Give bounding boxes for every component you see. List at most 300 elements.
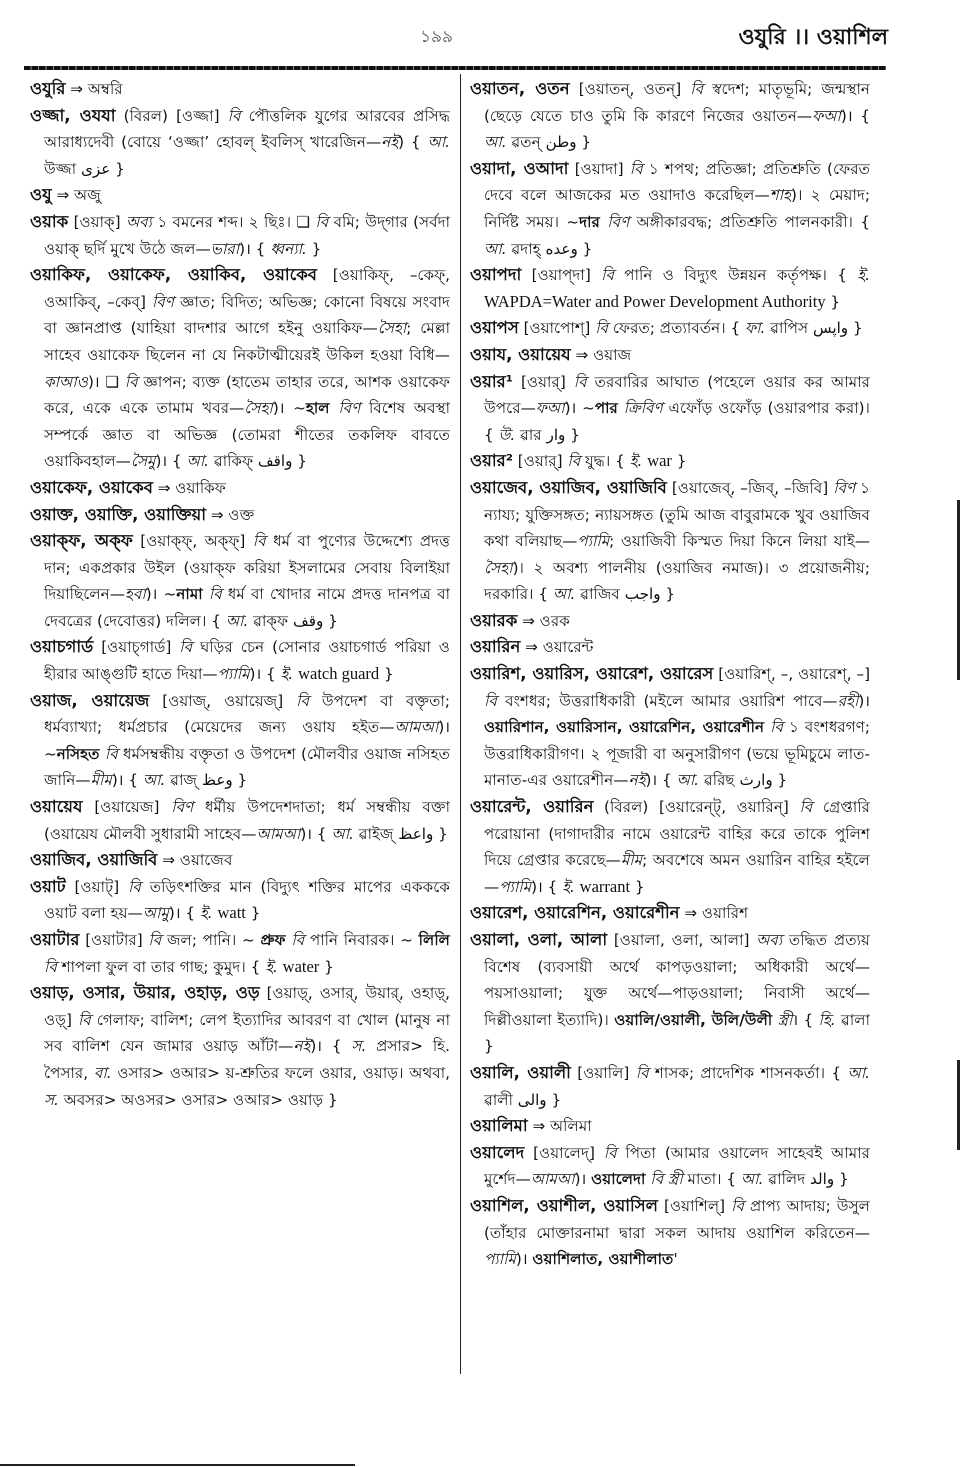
- entry-text: )। {: [531, 877, 563, 896]
- dictionary-entry: [470, 369, 870, 449]
- citation-source: আমআ: [256, 824, 301, 843]
- part-of-speech: বিণ: [607, 212, 630, 231]
- entry-text: [ওয়াড়্, ওসার্, উয়ার্, ওহাড়্, ওড়্]: [44, 984, 451, 1029]
- part-of-speech: বি: [104, 744, 118, 763]
- entry-text: ৱার: [515, 425, 547, 444]
- arabic-etymon: واجب: [624, 585, 661, 604]
- cross-ref-target: ওয়ারিশ: [701, 904, 749, 923]
- citation-source: প্যামি: [217, 665, 250, 684]
- etymology-language: আ.: [186, 452, 209, 471]
- headword: ওয়াক্ত, ওয়াক্তি, ওয়াক্তিয়া: [30, 504, 207, 524]
- headword: ওযু: [30, 185, 52, 205]
- headword: ওয়ারিশ, ওয়ারিস, ওয়ারেশ, ওয়ারেস: [470, 664, 714, 684]
- cross-ref-target: ওয়াজ: [593, 345, 632, 364]
- headword: ওয়ায়েয: [30, 797, 83, 817]
- dictionary-entry: [470, 156, 870, 262]
- part-of-speech: বি: [208, 585, 222, 604]
- part-of-speech: বি: [128, 877, 141, 896]
- headword: ওয়াচগার্ড: [30, 637, 94, 657]
- part-of-speech: বি: [635, 1063, 649, 1082]
- english-etymon: war: [647, 451, 672, 471]
- headword: ওজ্জা, ওযযা: [30, 105, 116, 125]
- entry-text: }: [660, 585, 676, 604]
- entry-text: )। {: [249, 665, 281, 684]
- entry-text: ) {: [398, 133, 428, 152]
- cross-ref-arrow: ⇒: [157, 478, 171, 497]
- entry-text: )। ২ মেয়াদ; নির্দিষ্ট সময়। ~: [484, 186, 870, 231]
- citation-source: প্যামি: [577, 532, 610, 551]
- entry-text: }: [577, 239, 593, 258]
- part-of-speech: বি: [690, 80, 704, 98]
- entry-text: ৱালিদ: [763, 1170, 811, 1189]
- dictionary-entry: [30, 927, 450, 980]
- sub-headword: হাল: [305, 399, 330, 418]
- dictionary-entry: [30, 634, 450, 687]
- english-etymon: warrant: [579, 876, 631, 896]
- dictionary-entry: [470, 1060, 870, 1113]
- headword: ওয়াজ, ওয়ায়েজ: [30, 690, 150, 710]
- entry-text: বংশধর; উত্তরাধিকারী (মইলে আমার ওয়ারিশ পাবে—: [496, 691, 838, 710]
- entry-text: }: [319, 957, 334, 976]
- part-of-speech: বি: [601, 266, 614, 285]
- dictionary-entry: [30, 502, 450, 529]
- english-etymon: WAPDA=Water and Power Development Authority: [484, 291, 826, 311]
- cross-ref-arrow: ⇒: [56, 186, 70, 205]
- entry-text: }: [630, 877, 645, 896]
- cross-ref-arrow: ⇒: [70, 80, 84, 98]
- entry-text: ৱাইজ্: [353, 824, 399, 843]
- arabic-etymon: عزى: [81, 159, 111, 178]
- sub-headword: নসিহত: [56, 744, 100, 763]
- part-of-speech: বি: [77, 1010, 91, 1029]
- arabic-etymon: واپس: [812, 319, 849, 338]
- dictionary-entry: [470, 634, 870, 661]
- part-of-speech: বিণ: [338, 399, 361, 418]
- cross-ref-target: ওরক: [539, 611, 570, 630]
- entry-text: মাতা। {: [682, 1170, 741, 1189]
- headword: ওয়াজেব, ওয়াজিব, ওয়াজিবি: [470, 477, 667, 497]
- entry-text: )। ❏: [87, 372, 125, 391]
- part-of-speech: বি: [731, 1196, 744, 1215]
- entry-text: ৱাজ্: [165, 771, 202, 790]
- etymology-language: বা.: [93, 1063, 112, 1082]
- part-of-speech: বি: [44, 957, 57, 976]
- entry-text: উপদেশ বা বক্তৃতা; ধর্মব্যাখ্যা; ধর্মপ্রচার (মেয়েদের জন্য ওয়ায হইত—: [44, 691, 450, 737]
- entry-text: শাপলা ফুল বা তার গাছ; কুমুদ। {: [56, 957, 266, 976]
- citation-source: আমআ: [530, 1170, 575, 1189]
- citation-source: সৈহা: [484, 558, 513, 577]
- headword: ওযুরি: [30, 79, 66, 98]
- entry-text: ১ বমনের শব্দ। ২ ছিঃ। ❏: [151, 212, 316, 231]
- sub-headword: নামা: [176, 585, 203, 604]
- dictionary-entry: [470, 76, 870, 156]
- entry-text: )। ~: [145, 585, 177, 604]
- entry-text: }: [671, 452, 687, 471]
- headword: ওয়াকিফ, ওয়াকেফ, ওয়াকিব, ওয়াকেব: [30, 265, 317, 285]
- entry-text: গেলাফ; বালিশ; লেপ ইত্যাদির আবরণ বা খোল (মানুষ না সব বালিশ যেন জামার ওয়াড় আঁটা—: [44, 1010, 450, 1056]
- entry-text: ফেরত; প্রত্যাবর্তন। {: [608, 319, 745, 338]
- arabic-etymon: واعظ: [398, 824, 434, 843]
- entry-text: অঙ্গীকারবদ্ধ; প্রতিশ্রুতি পালনকারী। {: [629, 212, 871, 231]
- english-etymon: watch guard: [298, 664, 380, 684]
- entry-text: ৱাক্ফ: [248, 611, 293, 630]
- entry-text: বিশেষ অবস্থা সম্পর্কে জ্ঞাত বা অভিজ্ঞ (তোমরা শীতের তকলিফ বাবতে ওয়াকিবহাল—: [44, 399, 450, 471]
- part-of-speech: বি: [296, 691, 309, 710]
- entry-text: [ওয়াপ্‌দা]: [521, 266, 602, 285]
- part-of-speech: অব্য: [125, 212, 152, 231]
- entry-text: জ্ঞাপন; ব্যক্ত (হাতেম তাহার তরে, আশক ওয়াকেফ করে, একে একে তামাম খবর—: [44, 372, 451, 418]
- entry-text: )। ২ অবশ্য পালনীয় (ওয়াজিব নমাজ)। ৩ প্রয়োজনীয়; দরকারি। {: [484, 558, 870, 604]
- entry-text: ঘড়ির চেন (সোনার ওয়াচগার্ড পরিয়া ও হীরার আঙ্গুটি হাতে দিয়া—: [44, 638, 450, 684]
- entry-text: ৱালী: [484, 1090, 518, 1109]
- headword: ওয়াজিব, ওয়াজিবি: [30, 850, 158, 870]
- dictionary-entry: [470, 1113, 870, 1140]
- arabic-etymon: وارث: [739, 771, 773, 790]
- page-number: ১৯৯: [420, 27, 454, 47]
- cross-ref-arrow: ⇒: [532, 1117, 546, 1136]
- dictionary-entry: [470, 794, 870, 900]
- entry-text: ৱতন্: [506, 133, 546, 152]
- part-of-speech: অব্য: [756, 931, 783, 949]
- entry-text: )। ~: [564, 399, 595, 418]
- part-of-speech: স্ত্রী: [777, 1010, 793, 1029]
- entry-text: }: [848, 319, 863, 338]
- entry-text: }: [245, 904, 261, 923]
- entry-text: [ওয়ায়েজ]: [82, 798, 172, 817]
- entry-text: [ওয়াদা]: [568, 159, 630, 178]
- entry-text: [ওয়াপোশ্]: [518, 319, 596, 338]
- entry-text: )।: [858, 691, 870, 710]
- etymology-language: আ.: [484, 133, 507, 152]
- english-etymon: watt: [217, 903, 246, 923]
- entry-text: }: [546, 1090, 562, 1109]
- headword: ওয়াশিল, ওয়াশীল, ওয়াসিল: [470, 1195, 658, 1215]
- sub-headword: পার: [594, 399, 618, 418]
- entry-text: পানি নিবারক। ~: [304, 931, 419, 949]
- entry-text: )। ~: [272, 399, 306, 418]
- entry-text: )। {: [840, 106, 870, 125]
- entry-text: [ওয়ারিশ্, –, ওয়ারেশ্, –]: [713, 665, 871, 684]
- entry-text: [ওয়ালা, ওলা, আলা]: [607, 931, 757, 949]
- cross-ref-arrow: ⇒: [522, 611, 535, 630]
- entry-text: জ্ঞাত; বিদিত; অভিজ্ঞ; কোনো বিষয়ে সংবাদ বা জ্ঞানপ্রাপ্ত (যাহিয়া বাদশার আগে হইনু ওয়াকিফ—: [44, 292, 450, 338]
- citation-source: সৈহা: [244, 399, 273, 418]
- citation-source: নই: [381, 133, 399, 152]
- entry-text: [ওয়াক্ফ্, অক্ফ্]: [132, 532, 253, 551]
- dictionary-entry: [30, 209, 450, 262]
- part-of-speech: বি: [291, 931, 305, 949]
- part-of-speech: বি: [252, 532, 266, 551]
- dictionary-entry: [30, 874, 450, 927]
- english-etymon: water: [282, 956, 320, 976]
- headword: ওয়ালি, ওয়ালী: [470, 1062, 571, 1082]
- part-of-speech: বি: [227, 106, 241, 125]
- sub-headword: ওয়ালি/ওয়ালী, উলি/উলী: [614, 1010, 773, 1029]
- entry-text: [ওয়াট্]: [65, 877, 129, 896]
- entry-text: ১ ন্যায্য; যুক্তিসঙ্গত; ন্যায়সঙ্গত (তুমি আজ বাবুরামকে খুব ওয়াজিব কথা বলিয়াছ—: [484, 478, 871, 551]
- running-head: ওযুরি ।। ওয়াশিল: [738, 25, 888, 50]
- entry-text: ধর্মীয় উপদেশদাতা; ধর্ম সম্বন্ধীয় বক্তা (ওয়ায়েয মৌলবী সুধারামী সাহেব—: [44, 798, 450, 843]
- entry-text: যুদ্ধ। {: [580, 452, 630, 471]
- citation-source: আমু: [142, 904, 169, 923]
- dictionary-entry: [30, 182, 450, 209]
- sub-headword: দার: [579, 212, 600, 231]
- entry-text: [ওয়াজ্, ওয়ায়েজ্]: [149, 691, 297, 710]
- dictionary-entry: [30, 794, 450, 847]
- entry-text: }: [379, 665, 394, 684]
- headword: ওয়াপদা: [470, 265, 522, 285]
- citation-source: প্যামি: [484, 1250, 516, 1269]
- sub-headword: প্রুফ: [260, 931, 286, 949]
- entry-text: তদ্ধিত প্রত্যয় বিশেষ (ব্যবসায়ী অর্থে কাপড়ওয়ালা; অধিকারী অর্থে—পয়সাওয়ালা; যুক্ত অর্থে—পাড়ওয়ালা; নিবাসী অর্থে—দিল্লীওয়ালা ইত্যাদি)।: [484, 931, 870, 1029]
- column-divider: [460, 74, 461, 1374]
- entry-text: ৱদাহ্: [506, 239, 546, 258]
- entry-text: [ওয়াক্]: [68, 212, 126, 231]
- entry-text: [330, 399, 339, 417]
- part-of-speech: বি: [603, 1143, 617, 1162]
- entry-text: এফোঁড় ওফোঁড় (ওয়ারপার করা)। {: [484, 399, 870, 444]
- etymology-language: আ.: [740, 1170, 764, 1189]
- part-of-speech: বি স্ত্রী: [650, 1170, 683, 1189]
- etymology-language: আ.: [484, 239, 507, 258]
- etymology-language: ই.: [629, 452, 643, 471]
- entry-text: )।: [515, 1250, 533, 1269]
- entry-text: প্রসার> হি. পৈসার,: [44, 1037, 450, 1082]
- entry-text: [ওয়ার্]: [512, 452, 568, 471]
- arabic-etymon: وطن: [545, 133, 577, 152]
- arabic-etymon: وقف: [292, 611, 324, 630]
- headword: ওয়ারিন: [470, 637, 521, 657]
- citation-source: সৈহা: [377, 319, 407, 338]
- dictionary-entry: [470, 262, 870, 315]
- etymology-language: আ.: [676, 771, 700, 790]
- headword: ওয়ারেন্ট, ওয়ারিন: [470, 797, 594, 817]
- citation-source: শাহ: [769, 186, 792, 205]
- entry-text: ৱাকিফ্: [209, 452, 258, 471]
- citation-source: হবা: [124, 585, 146, 604]
- headword: ওয়ারক: [470, 610, 518, 630]
- etymology-language: হি.: [818, 1010, 836, 1029]
- part-of-speech: বি: [595, 319, 608, 338]
- cross-ref-target: অলিমা: [550, 1117, 592, 1136]
- entry-text: পৌত্তলিক যুগের আরবের প্রসিদ্ধ আরাধ্যদেবী (বোয়ে ‘ওজ্জা’ হোবল্ ইবলিস্ খারেজিন—: [44, 106, 450, 152]
- entry-text: । {: [792, 1010, 819, 1029]
- entry-text: শাসক; প্রাদেশিক শাসনকর্তা। {: [648, 1063, 848, 1082]
- entry-text: )। {: [155, 452, 187, 471]
- entry-text: ওসার> ওআর> য়-শ্রুতির ফলে ওয়ার, ওয়াড়। অথবা,: [111, 1063, 450, 1082]
- headword: ওয়ালিমা: [470, 1116, 528, 1136]
- part-of-speech: বি: [573, 372, 587, 391]
- etymology-language: ফা.: [745, 319, 766, 338]
- cross-ref-target: অজু: [74, 186, 101, 205]
- entry-text: (বিরল) [ওয়ারেন্‌ট্, ওয়ারিন্]: [593, 798, 800, 817]
- etymology-language: ধ্বন্যা.: [270, 239, 307, 258]
- entry-text: ৱালা }: [484, 1010, 870, 1056]
- headword: ওয়ারেশ, ওয়ারেশিন, ওয়ারেশীন: [470, 903, 680, 923]
- entry-text: }: [433, 824, 448, 843]
- part-of-speech: বি: [124, 372, 138, 391]
- sub-headword: ওয়াশিলাত, ওয়াশীলাত: [532, 1250, 674, 1269]
- dictionary-entry: [470, 661, 870, 794]
- entry-text: (বিরল) [ওজ্জা]: [115, 106, 228, 125]
- arabic-etymon: والى: [517, 1090, 547, 1109]
- entry-text: }: [292, 452, 307, 471]
- etymology-language: স.: [351, 1037, 367, 1056]
- etymology-language: ই.: [199, 904, 213, 923]
- dictionary-entry: [30, 528, 450, 634]
- entry-text: অবসর> অওসর> ওসার> ওআর> ওয়াড় }: [58, 1090, 338, 1109]
- cross-ref-arrow: ⇒: [210, 505, 224, 524]
- cross-ref-arrow: ⇒: [162, 851, 175, 870]
- entry-text: }: [306, 239, 322, 258]
- headword: ওয়াড়, ওসার, উয়ার, ওহাড়, ওড়: [30, 983, 260, 1003]
- dictionary-entry: [470, 608, 870, 635]
- etymology-language: আ.: [552, 585, 576, 604]
- dictionary-entry: [30, 262, 450, 475]
- cross-ref-target: ওয়াকিফ: [175, 478, 226, 497]
- entry-text: ; অবশেষে অমন ওয়ারিন বাহির হইলে—: [484, 851, 870, 896]
- entry-text: ; ওয়াজিবী কিস্মত দিয়া কিনে লিয়া যাই—: [609, 532, 870, 551]
- headword: ওয়ায, ওয়ায়েয: [470, 344, 571, 364]
- entry-text: স্বদেশ; মাতৃভূমি; জন্মস্থান (ছেড়ে যেতে চাও তুমি কি কারণে নিজের ওয়াতন—: [484, 80, 870, 125]
- citation-source: প্যামি: [499, 877, 532, 896]
- headword: ওয়ার¹: [470, 371, 513, 391]
- entry-text: [ওয়াচ্‌গার্ড]: [93, 638, 180, 657]
- part-of-speech: বি: [315, 212, 329, 231]
- dictionary-entry: [470, 1140, 870, 1193]
- entry-text: উজ্জা: [44, 159, 81, 178]
- entry-text: )। {: [111, 771, 143, 790]
- entry-text: পানি ও বিদ্যুৎ উন্নয়ন কর্তৃপক্ষ। {: [613, 266, 858, 285]
- part-of-speech: বিণ: [171, 798, 194, 817]
- etymology-language: আ.: [225, 611, 249, 630]
- citation-source: আমআ: [394, 718, 439, 737]
- citation-source: মীম: [90, 771, 112, 790]
- dictionary-entry: [470, 1193, 870, 1273]
- headword: ওয়াতন, ওতন: [470, 79, 570, 98]
- entry-text: }: [232, 771, 248, 790]
- dictionary-entry: [470, 342, 870, 369]
- right-column: [470, 76, 870, 1273]
- left-column: [30, 76, 450, 1113]
- entry-text: )। {: [300, 824, 332, 843]
- headword: ওয়াক্ফ, অক্ফ: [30, 531, 133, 551]
- citation-source: রহী: [837, 691, 859, 710]
- cross-ref-target: অম্বরি: [87, 80, 123, 98]
- entry-text: ধর্ম বা পুণ্যের উদ্দেশ্যে প্রদত্ত দান; একপ্রকার উইল (ওয়াক্ফ করিয়া ইসলামের সেবায় বিলাইয়া দিয়াছিলেন—: [44, 532, 450, 604]
- entry-text: }: [323, 611, 338, 630]
- entry-text: বমি; উদ্‌গার (সর্বদা ওয়াক্ ছর্দি মুখে উঠে জল—: [44, 212, 450, 258]
- entry-text: }: [565, 425, 580, 444]
- citation-source: মীম: [620, 851, 643, 870]
- dictionary-entry: [470, 927, 870, 1060]
- citation-source: কাআও: [44, 372, 88, 391]
- entry-text: }: [772, 771, 788, 790]
- entry-text: [ওয়াজেব্, –জিব্, –জিবি]: [666, 478, 834, 497]
- arabic-etymon: والد: [810, 1170, 835, 1189]
- headword: ওয়াক: [30, 211, 69, 231]
- entry-text: তরবারির আঘাত (পহেলে ওয়ার কর আমার উপরে—: [484, 372, 870, 418]
- dictionary-entry: [30, 76, 450, 103]
- dictionary-entry: [30, 980, 450, 1113]
- entry-text: )।: [574, 1170, 592, 1189]
- entry-text: [ওয়াতন্, ওতন্]: [569, 80, 691, 98]
- citation-source: নই: [628, 771, 646, 790]
- etymology-language: আ.: [142, 771, 166, 790]
- sub-headword: লিলি: [418, 931, 450, 949]
- part-of-speech: বি: [484, 691, 497, 710]
- arabic-etymon: وعده: [545, 239, 578, 258]
- etymology-language: ই.: [562, 877, 575, 896]
- entry-text: )। {: [310, 1037, 352, 1056]
- headword: ওয়ালেদ: [470, 1142, 525, 1162]
- etymology-language: আ.: [427, 133, 450, 152]
- header-rule: [24, 66, 886, 70]
- etymology-language: উ.: [498, 425, 516, 444]
- entry-text: তড়িৎশক্তির মান (বিদ্যুৎ শক্তির মাপের একককে ওয়াট বলা হয়—: [44, 877, 450, 923]
- part-of-speech: বিণ: [833, 478, 856, 497]
- sub-headword: ওয়ালেদা: [591, 1170, 646, 1189]
- entry-text: }: [825, 292, 841, 311]
- entry-text: জল; পানি। ~: [161, 931, 261, 949]
- part-of-speech: বি: [567, 452, 581, 471]
- part-of-speech: বি: [629, 159, 643, 178]
- dictionary-entry: [470, 448, 870, 475]
- entry-text: [ওয়াশিল্]: [657, 1196, 732, 1215]
- arabic-etymon: وعظ: [201, 771, 233, 790]
- etymology-language: আ.: [331, 824, 354, 843]
- cross-ref-target: ওক্ত: [228, 505, 255, 524]
- citation-source: নই: [293, 1037, 311, 1056]
- dictionary-entry: [30, 847, 450, 874]
- entry-text: ১ বংশধরগণ; উত্তরাধিকারীগণ। ২ পূজারী বা অনুসারীগণ (ভয়ে ভূমিচুমে লাত-মানাত-এর ওয়ারেশীন—: [484, 718, 870, 790]
- entry-text: }: [576, 133, 592, 152]
- etymology-language: স.: [44, 1090, 59, 1109]
- headword: ওয়ার²: [470, 451, 513, 471]
- entry-text: [ওয়ালেদ্]: [524, 1143, 604, 1162]
- entry-text: [ওয়াকিফ্, –কেফ্, ওআকিব্, –কেব্]: [44, 266, 450, 311]
- cross-ref-target: ওয়াজেব: [179, 851, 233, 870]
- entry-text: গ্রেপ্তারি পরোয়ানা (দাগাদারীর নামে ওয়ারেন্ট বাহির করে তাকে পুলিশ দিয়ে গ্রেপ্তার করেছে—: [484, 798, 870, 870]
- part-of-speech: বি: [799, 798, 813, 817]
- entry-text: [ওয়ার্]: [512, 372, 574, 391]
- headword: ওয়াকেফ, ওয়াকেব: [30, 477, 153, 497]
- headword: ওয়াটার: [30, 930, 80, 949]
- citation-source: ভারা: [210, 239, 240, 258]
- entry-text: )। {: [645, 771, 677, 790]
- cross-ref-target: ওয়ারেন্ট: [542, 638, 594, 657]
- part-of-speech: বি: [148, 931, 162, 949]
- etymology-language: ই.: [280, 665, 294, 684]
- entry-text: )। {: [239, 239, 271, 258]
- cross-ref-arrow: ⇒: [575, 345, 589, 364]
- dictionary-entry: [30, 475, 450, 502]
- etymology-language: ই.: [857, 266, 870, 285]
- cross-ref-arrow: ⇒: [525, 638, 538, 657]
- arabic-etymon: واقف: [257, 452, 293, 471]
- cross-ref-arrow: ⇒: [684, 904, 698, 923]
- entry-text: ': [673, 1250, 678, 1269]
- citation-source: ফআ: [812, 106, 841, 125]
- page-header: [0, 0, 960, 70]
- sub-headword: ওয়ারিশান, ওয়ারিসান, ওয়ারেশিন, ওয়ারেশীন: [484, 718, 765, 737]
- headword: ওয়াট: [30, 876, 66, 896]
- entry-text: )। {: [168, 904, 200, 923]
- part-of-speech: বি: [179, 638, 193, 657]
- headword: ওয়ালা, ওলা, আলা: [470, 930, 608, 949]
- citation-source: ফআ: [535, 399, 565, 418]
- entry-text: ; মেল্লা সাহেব ওয়াকেফ ছিলেন না যে নিকটাত্মীয়েরই উকিল হওয়া বিধি—: [44, 319, 450, 364]
